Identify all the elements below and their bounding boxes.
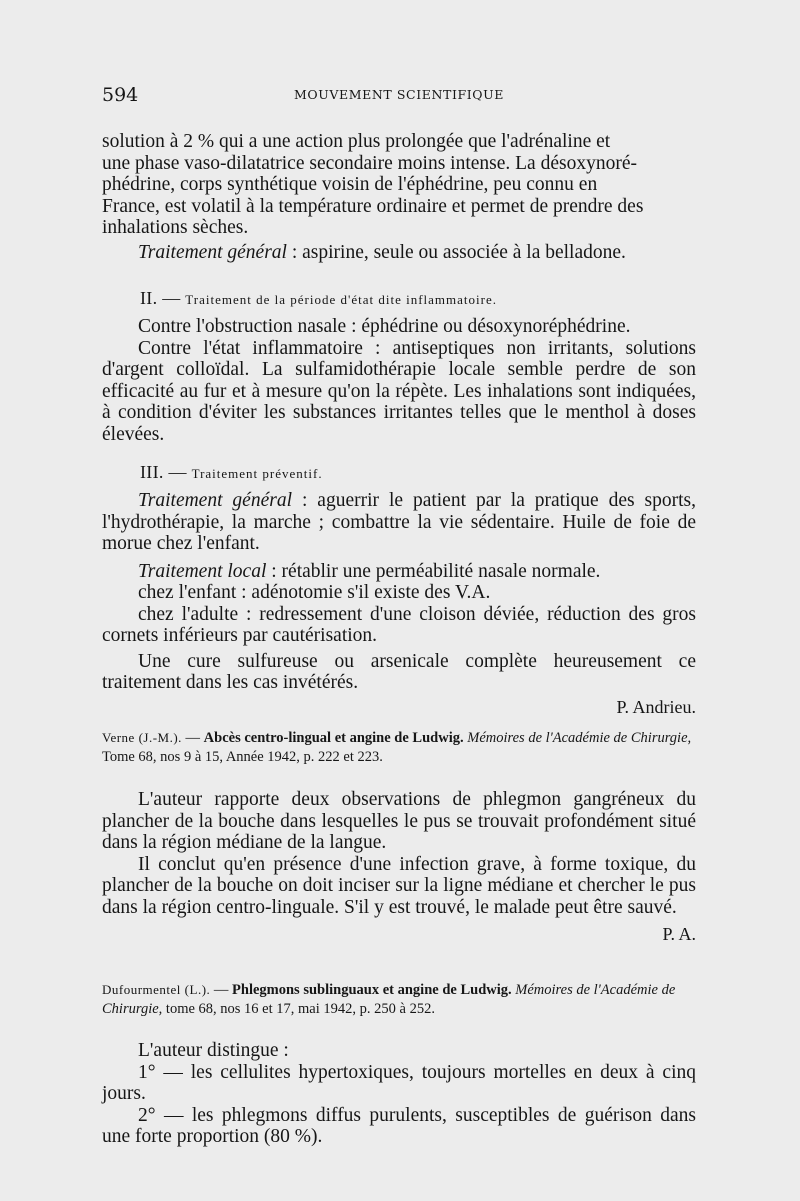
text-line: inhalations sèches. (102, 217, 249, 238)
page-header (102, 84, 696, 112)
text-line: France, est volatil à la température ordinaire et permet de prendre des (102, 195, 644, 217)
text-line: solution à 2 % qui a une action plus prolongée que l'adrénaline et (102, 131, 611, 152)
paragraph: Une cure sulfureuse ou arsenicale complète heureusement ce traitement dans les cas invétérés. (102, 650, 696, 693)
opening-paragraph (102, 131, 696, 239)
paragraph: L'auteur rapporte deux observations de phlegmon gangréneux du plancher de la bouche dans lesquelles le pus se trouvait profondément situé dans la région médiane de la langue. (102, 789, 696, 853)
local-treatment-text: : rétablir une perméabilité nasale normale. (266, 560, 601, 582)
list-item: 2° — les phlegmons diffus purulents, susceptibles de guérison dans une forte proportion (80 %). (102, 1104, 696, 1147)
section-title: Traitement de la période d'état dite inflammatoire. (185, 292, 497, 307)
reference-2 (102, 980, 696, 1019)
paragraph: Contre l'état inflammatoire : antiseptiques non irritants, solutions d'argent colloïdal. La sulfamidothérapie locale semble perdre de son efficacité au fur et à mesure qu'on la répète. Les inhalations sont indiquées, à condition d'éviter les substances irritantes telles que le menthol à doses élevées. (102, 337, 696, 445)
reference-journal: Mémoires de l'Académie de Chirurgie, (102, 982, 676, 1017)
reference-author: Dufourmentel (L.). (102, 982, 211, 997)
section-number: III. — (140, 462, 192, 482)
general-treatment-line (102, 242, 696, 264)
running-title: MOUVEMENT SCIENTIFIQUE (293, 87, 505, 102)
reference-1 (102, 728, 696, 767)
general-treatment-label: Traitement général (138, 490, 293, 511)
page-number: 594 (102, 84, 139, 106)
section-heading-2 (140, 288, 497, 309)
child-item: chez l'enfant : adénotomie s'il existe des V.A. (138, 582, 491, 603)
reference-dash: — (210, 982, 233, 998)
reference-details: Tome 68, nos 9 à 15, Année 1942, p. 222 et 223. (102, 749, 383, 765)
adult-item: chez l'adulte : redressement d'une cloison déviée, réduction des gros cornets inférieurs par cautérisation. (102, 603, 696, 646)
reference-details: tome 68, nos 16 et 17, mai 1942, p. 250 à 252. (162, 1001, 435, 1017)
section-3-body (102, 490, 696, 718)
paragraph: Contre l'obstruction nasale : éphédrine ou désoxynoréphédrine. (138, 316, 631, 337)
paragraph: Il conclut qu'en présence d'une infection grave, à forme toxique, du plancher de la bouche on doit inciser sur la ligne médiane et chercher le pus dans la région centro-linguale. S'il y est trouvé, le malade peut être sauvé. (102, 853, 696, 918)
reference-journal: Mémoires de l'Académie de Chirurgie, (463, 730, 692, 746)
reference-dash: — (181, 730, 204, 746)
general-treatment-text: : aguerrir le patient par la pratique des sports, l'hydrothérapie, la marche ; combattre la vie sédentaire. Huile de foie de morue chez l'enfant. (102, 490, 696, 554)
reference-title: Abcès centro-lingual et angine de Ludwig. (203, 730, 464, 746)
signature: P. A. (662, 924, 696, 944)
reference-author: Verne (J.-M.). (102, 730, 182, 745)
section-number: II. — (140, 288, 186, 308)
abstract-2 (102, 1040, 696, 1148)
general-treatment-text: : aspirine, seule ou associée à la belladone. (286, 242, 626, 263)
local-treatment-label: Traitement local (138, 560, 267, 582)
reference-title: Phlegmons sublinguaux et angine de Ludwig. (232, 982, 512, 998)
paragraph: L'auteur distingue : (138, 1040, 289, 1061)
abstract-1 (102, 789, 696, 946)
section-2-body (102, 316, 696, 445)
general-treatment-label: Traitement général (138, 242, 287, 263)
section-title: Traitement préventif. (191, 466, 323, 481)
signature: P. Andrieu. (616, 696, 696, 717)
text-line: une phase vaso-dilatatrice secondaire moins intense. La désoxynoré- (102, 152, 637, 174)
section-heading-3 (140, 462, 323, 483)
list-item: 1° — les cellulites hypertoxiques, toujours mortelles en deux à cinq jours. (102, 1061, 696, 1104)
text-line: phédrine, corps synthétique voisin de l'éphédrine, peu connu en (102, 174, 598, 195)
